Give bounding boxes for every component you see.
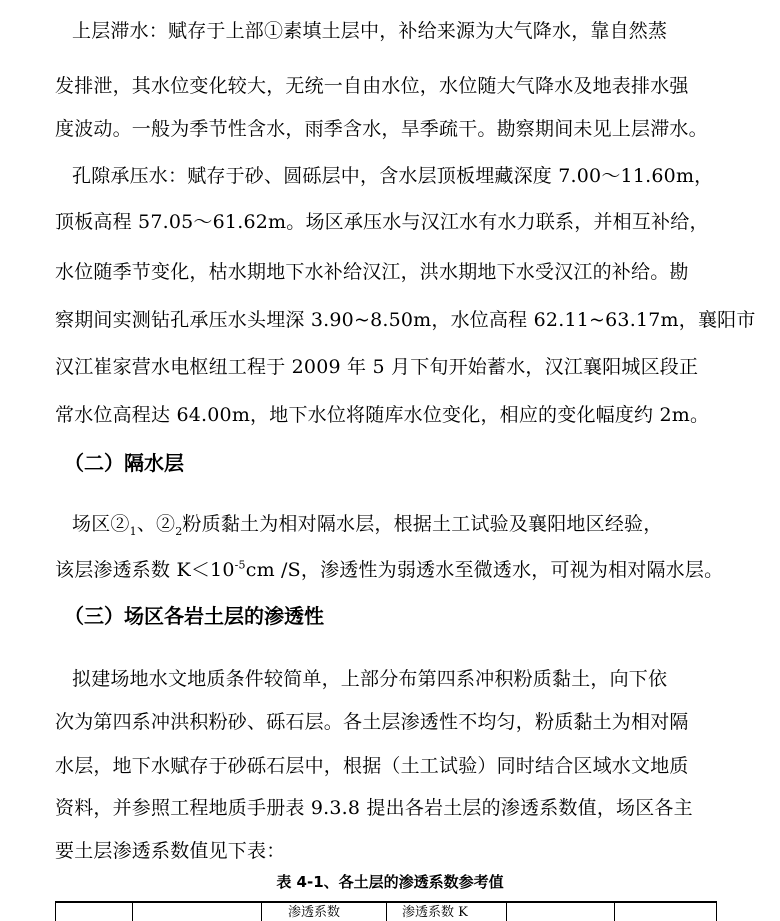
text-fragment: 粉质黏土为相对隔水层，根据土工试验及襄阳地区经验， xyxy=(182,513,663,535)
text-fragment: 该层渗透系数 K＜10 xyxy=(55,559,235,581)
table-divider xyxy=(132,903,133,921)
paragraph-line: 度波动。一般为季节性含水，雨季含水，旱季疏干。勘察期间未见上层滞水。 xyxy=(55,118,708,140)
section-heading: （三）场区各岩土层的渗透性 xyxy=(64,604,324,628)
paragraph-line: 拟建场地水文地质条件较简单，上部分布第四系冲积粉质黏土，向下依 xyxy=(72,668,668,690)
paragraph-line: 要土层渗透系数值见下表： xyxy=(55,840,286,862)
table-divider xyxy=(506,903,507,921)
paragraph-line: 次为第四系冲洪积粉砂、砾石层。各土层渗透性不均匀，粉质黏土为相对隔 xyxy=(55,711,689,733)
superscript: -5 xyxy=(234,558,246,572)
paragraph-line: 常水位高程达 64.00m，地下水位将随库水位变化，相应的变化幅度约 2m。 xyxy=(55,404,710,426)
paragraph-line: 察期间实测钻孔承压水头埋深 3.90~8.50m，水位高程 62.11~63.17m，襄阳市 xyxy=(55,309,756,331)
text-fragment: cm /S，渗透性为弱透水至微透水，可视为相对隔水层。 xyxy=(245,559,724,581)
paragraph-line: 汉江崔家营水电枢纽工程于 2009 年 5 月下旬开始蓄水，汉江襄阳城区段正 xyxy=(55,356,699,378)
paragraph-line xyxy=(55,557,723,583)
paragraph-line: 发排泄，其水位变化较大，无统一自由水位，水位随大气降水及地表排水强 xyxy=(55,75,689,97)
paragraph-line: 水层，地下水赋存于砂砾石层中，根据（土工试验）同时结合区域水文地质 xyxy=(55,755,689,777)
subscript: 1 xyxy=(129,524,137,538)
table xyxy=(55,901,717,921)
paragraph-line: 资料，并参照工程地质手册表 9.3.8 提出各岩土层的渗透系数值，场区各主 xyxy=(55,797,693,819)
text-fragment: 场区② xyxy=(72,513,130,535)
table-divider xyxy=(614,903,615,921)
paragraph-line: 水位随季节变化，枯水期地下水补给汉江，洪水期地下水受汉江的补给。勘 xyxy=(55,261,689,283)
subscript: 2 xyxy=(175,524,183,538)
table-header-cell: 渗透系数 xyxy=(288,905,341,920)
table-caption: 表 4-1、各土层的渗透系数参考值 xyxy=(276,873,504,891)
table-header-cell: 渗透系数 K xyxy=(402,905,468,920)
text-fragment: 、② xyxy=(136,513,176,535)
table-divider xyxy=(386,903,387,921)
paragraph-line: 上层滞水：赋存于上部①素填土层中，补给来源为大气降水，靠自然蒸 xyxy=(72,20,668,42)
section-heading: （二）隔水层 xyxy=(64,451,184,475)
paragraph-line: 孔隙承压水：赋存于砂、圆砾层中，含水层顶板埋藏深度 7.00～11.60m， xyxy=(72,165,714,187)
paragraph-line xyxy=(72,511,662,537)
paragraph-line: 顶板高程 57.05～61.62m。场区承压水与汉江水有水力联系，并相互补给， xyxy=(55,211,709,233)
table-divider xyxy=(261,903,262,921)
